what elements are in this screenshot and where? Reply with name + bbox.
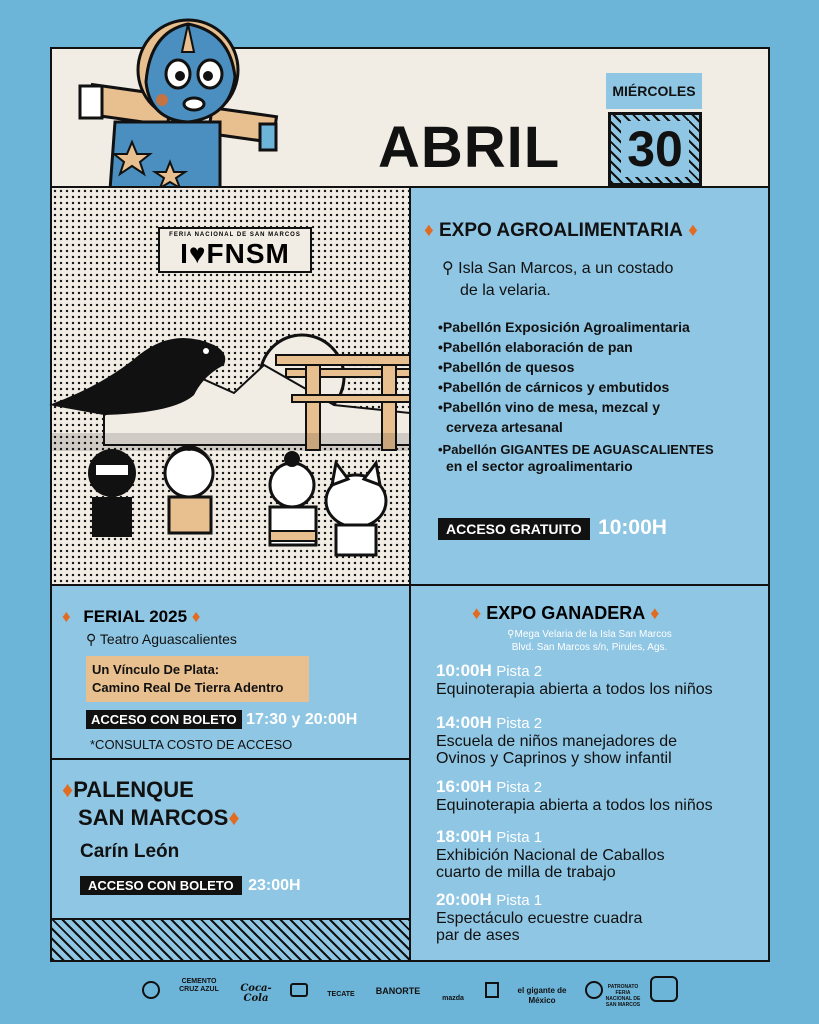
expo-ganadera-title-row xyxy=(472,603,659,624)
list-item: •Pabellón elaboración de pan xyxy=(438,339,633,355)
sponsor-banorte: BANORTE xyxy=(375,986,421,996)
day-text: 30 xyxy=(621,121,689,177)
expo-ganadera-location xyxy=(409,628,770,654)
list-item: •Pabellón de cárnicos y embutidos xyxy=(438,379,670,395)
palenque-title xyxy=(62,776,240,832)
event-desc: Escuela de niños manejadores de xyxy=(436,733,678,750)
event-time: 16:00H xyxy=(436,777,492,796)
sponsor-logo-icon xyxy=(650,976,678,1002)
sponsor-gigante: el gigante de México xyxy=(517,986,567,1005)
ferial-title-row xyxy=(62,607,200,627)
fnsm-logo xyxy=(158,227,312,273)
weekday-badge xyxy=(606,73,702,109)
event-item xyxy=(436,777,713,814)
expo-ganadera-location-line1: Mega Velaria de la Isla San Marcos xyxy=(514,629,672,640)
characters-illustration xyxy=(44,325,414,580)
ferial-location-row xyxy=(86,631,237,648)
diamond-icon: ♦ xyxy=(62,607,71,626)
access-free-label: ACCESO GRATUITO xyxy=(438,518,590,540)
expo-agro-location-line1: Isla San Marcos, a un costado xyxy=(458,260,674,277)
day-badge xyxy=(608,112,702,186)
palenque-title-line1: PALENQUE xyxy=(73,777,194,802)
event-desc: Exhibición Nacional de Caballos xyxy=(436,847,665,864)
diamond-icon: ♦ xyxy=(650,603,660,623)
expo-agro-access xyxy=(438,516,667,540)
expo-ganadera-title: EXPO GANADERA xyxy=(486,603,646,623)
event-desc: cuarto de milla de trabajo xyxy=(436,864,616,881)
sponsor-tecate: TECATE xyxy=(327,991,355,998)
logo-big-text: I♥FNSM xyxy=(180,238,290,269)
expo-agro-title-row xyxy=(424,220,698,242)
ferial-show-line2: Camino Real De Tierra Adentro xyxy=(92,680,284,695)
event-time: 18:00H xyxy=(436,827,492,846)
event-desc: par de ases xyxy=(436,927,520,944)
access-ticket-label: ACCESO CON BOLETO xyxy=(80,876,242,895)
sponsor-logo-icon xyxy=(290,983,308,997)
diamond-icon: ♦ xyxy=(191,607,201,626)
palenque-access xyxy=(80,876,301,895)
list-item: •Pabellón GIGANTES DE AGUASCALIENTES xyxy=(438,442,714,457)
palenque-artist: Carín León xyxy=(80,841,180,862)
event-desc: Equinoterapia abierta a todos los niños xyxy=(436,681,713,698)
event-pista: Pista 2 xyxy=(496,715,543,732)
palenque-title-line2: SAN MARCOS xyxy=(78,805,229,830)
location-pin-icon: ⚲ xyxy=(86,631,97,647)
event-time: 20:00H xyxy=(436,890,492,909)
diamond-icon: ♦ xyxy=(62,777,74,802)
hatched-strip xyxy=(50,918,411,962)
ferial-note: *CONSULTA COSTO DE ACCESO xyxy=(90,737,293,752)
event-item xyxy=(436,713,677,767)
diamond-icon: ♦ xyxy=(472,603,482,623)
diamond-icon: ♦ xyxy=(688,220,698,241)
month-text: ABRIL xyxy=(378,115,561,180)
event-item xyxy=(436,890,642,944)
event-desc: Espectáculo ecuestre cuadra xyxy=(436,910,643,927)
palenque-time: 23:00H xyxy=(248,877,301,894)
expo-agro-title: EXPO AGROALIMENTARIA xyxy=(438,220,683,241)
event-desc: Equinoterapia abierta a todos los niños xyxy=(436,797,713,814)
event-item xyxy=(436,661,713,698)
sponsor-seal-icon xyxy=(585,981,603,999)
event-item xyxy=(436,827,665,881)
event-pista: Pista 2 xyxy=(496,663,543,680)
sponsor-cemento: CEMENTO CRUZ AZUL xyxy=(179,978,219,993)
event-desc: Ovinos y Caprinos y show infantil xyxy=(436,750,672,767)
sponsor-mazda: mazda xyxy=(442,995,464,1002)
expo-agro-list xyxy=(438,317,714,475)
event-pista: Pista 1 xyxy=(496,892,543,909)
diamond-icon: ♦ xyxy=(228,805,240,830)
event-time: 14:00H xyxy=(436,713,492,732)
sponsor-patronato: PATRONATO FERIA NACIONAL DE SAN MARCOS xyxy=(605,984,641,1008)
list-item: en el sector agroalimentario xyxy=(446,458,633,474)
event-pista: Pista 1 xyxy=(496,829,543,846)
weekday-text: MIÉRCOLES xyxy=(612,83,696,99)
expo-ganadera-location-line2: Blvd. San Marcos s/n, Pirules, Ags. xyxy=(511,642,668,653)
luchador-mascot-illustration xyxy=(70,12,285,190)
location-pin-icon: ⚲ xyxy=(442,260,454,277)
ferial-times: 17:30 y 20:00H xyxy=(246,711,358,728)
event-pista: Pista 2 xyxy=(496,779,543,796)
location-pin-icon: ⚲ xyxy=(507,629,515,640)
ferial-show-box xyxy=(86,656,309,702)
sponsor-seal-icon xyxy=(142,981,160,999)
list-item: cerveza artesanal xyxy=(446,419,563,435)
ferial-title: FERIAL 2025 xyxy=(83,607,188,626)
logo-small-text: FERIA NACIONAL DE SAN MARCOS xyxy=(169,232,301,238)
event-time: 10:00H xyxy=(436,661,492,680)
expo-agro-location xyxy=(442,258,673,302)
list-item: •Pabellón vino de mesa, mezcal y xyxy=(438,399,660,415)
ferial-location: Teatro Aguascalientes xyxy=(99,631,237,647)
list-item: •Pabellón Exposición Agroalimentaria xyxy=(438,319,690,335)
ferial-access xyxy=(86,710,357,729)
sponsor-cocacola: Coca-Cola xyxy=(240,983,272,1004)
ferial-show-line1: Un Vínculo De Plata: xyxy=(92,662,220,677)
list-item: •Pabellón de quesos xyxy=(438,359,575,375)
expo-agro-time: 10:00H xyxy=(598,516,667,539)
expo-agro-location-line2: de la velaria. xyxy=(460,282,551,299)
diamond-icon: ♦ xyxy=(424,220,434,241)
sponsor-logo-icon xyxy=(485,982,499,998)
access-ticket-label: ACCESO CON BOLETO xyxy=(86,710,242,729)
